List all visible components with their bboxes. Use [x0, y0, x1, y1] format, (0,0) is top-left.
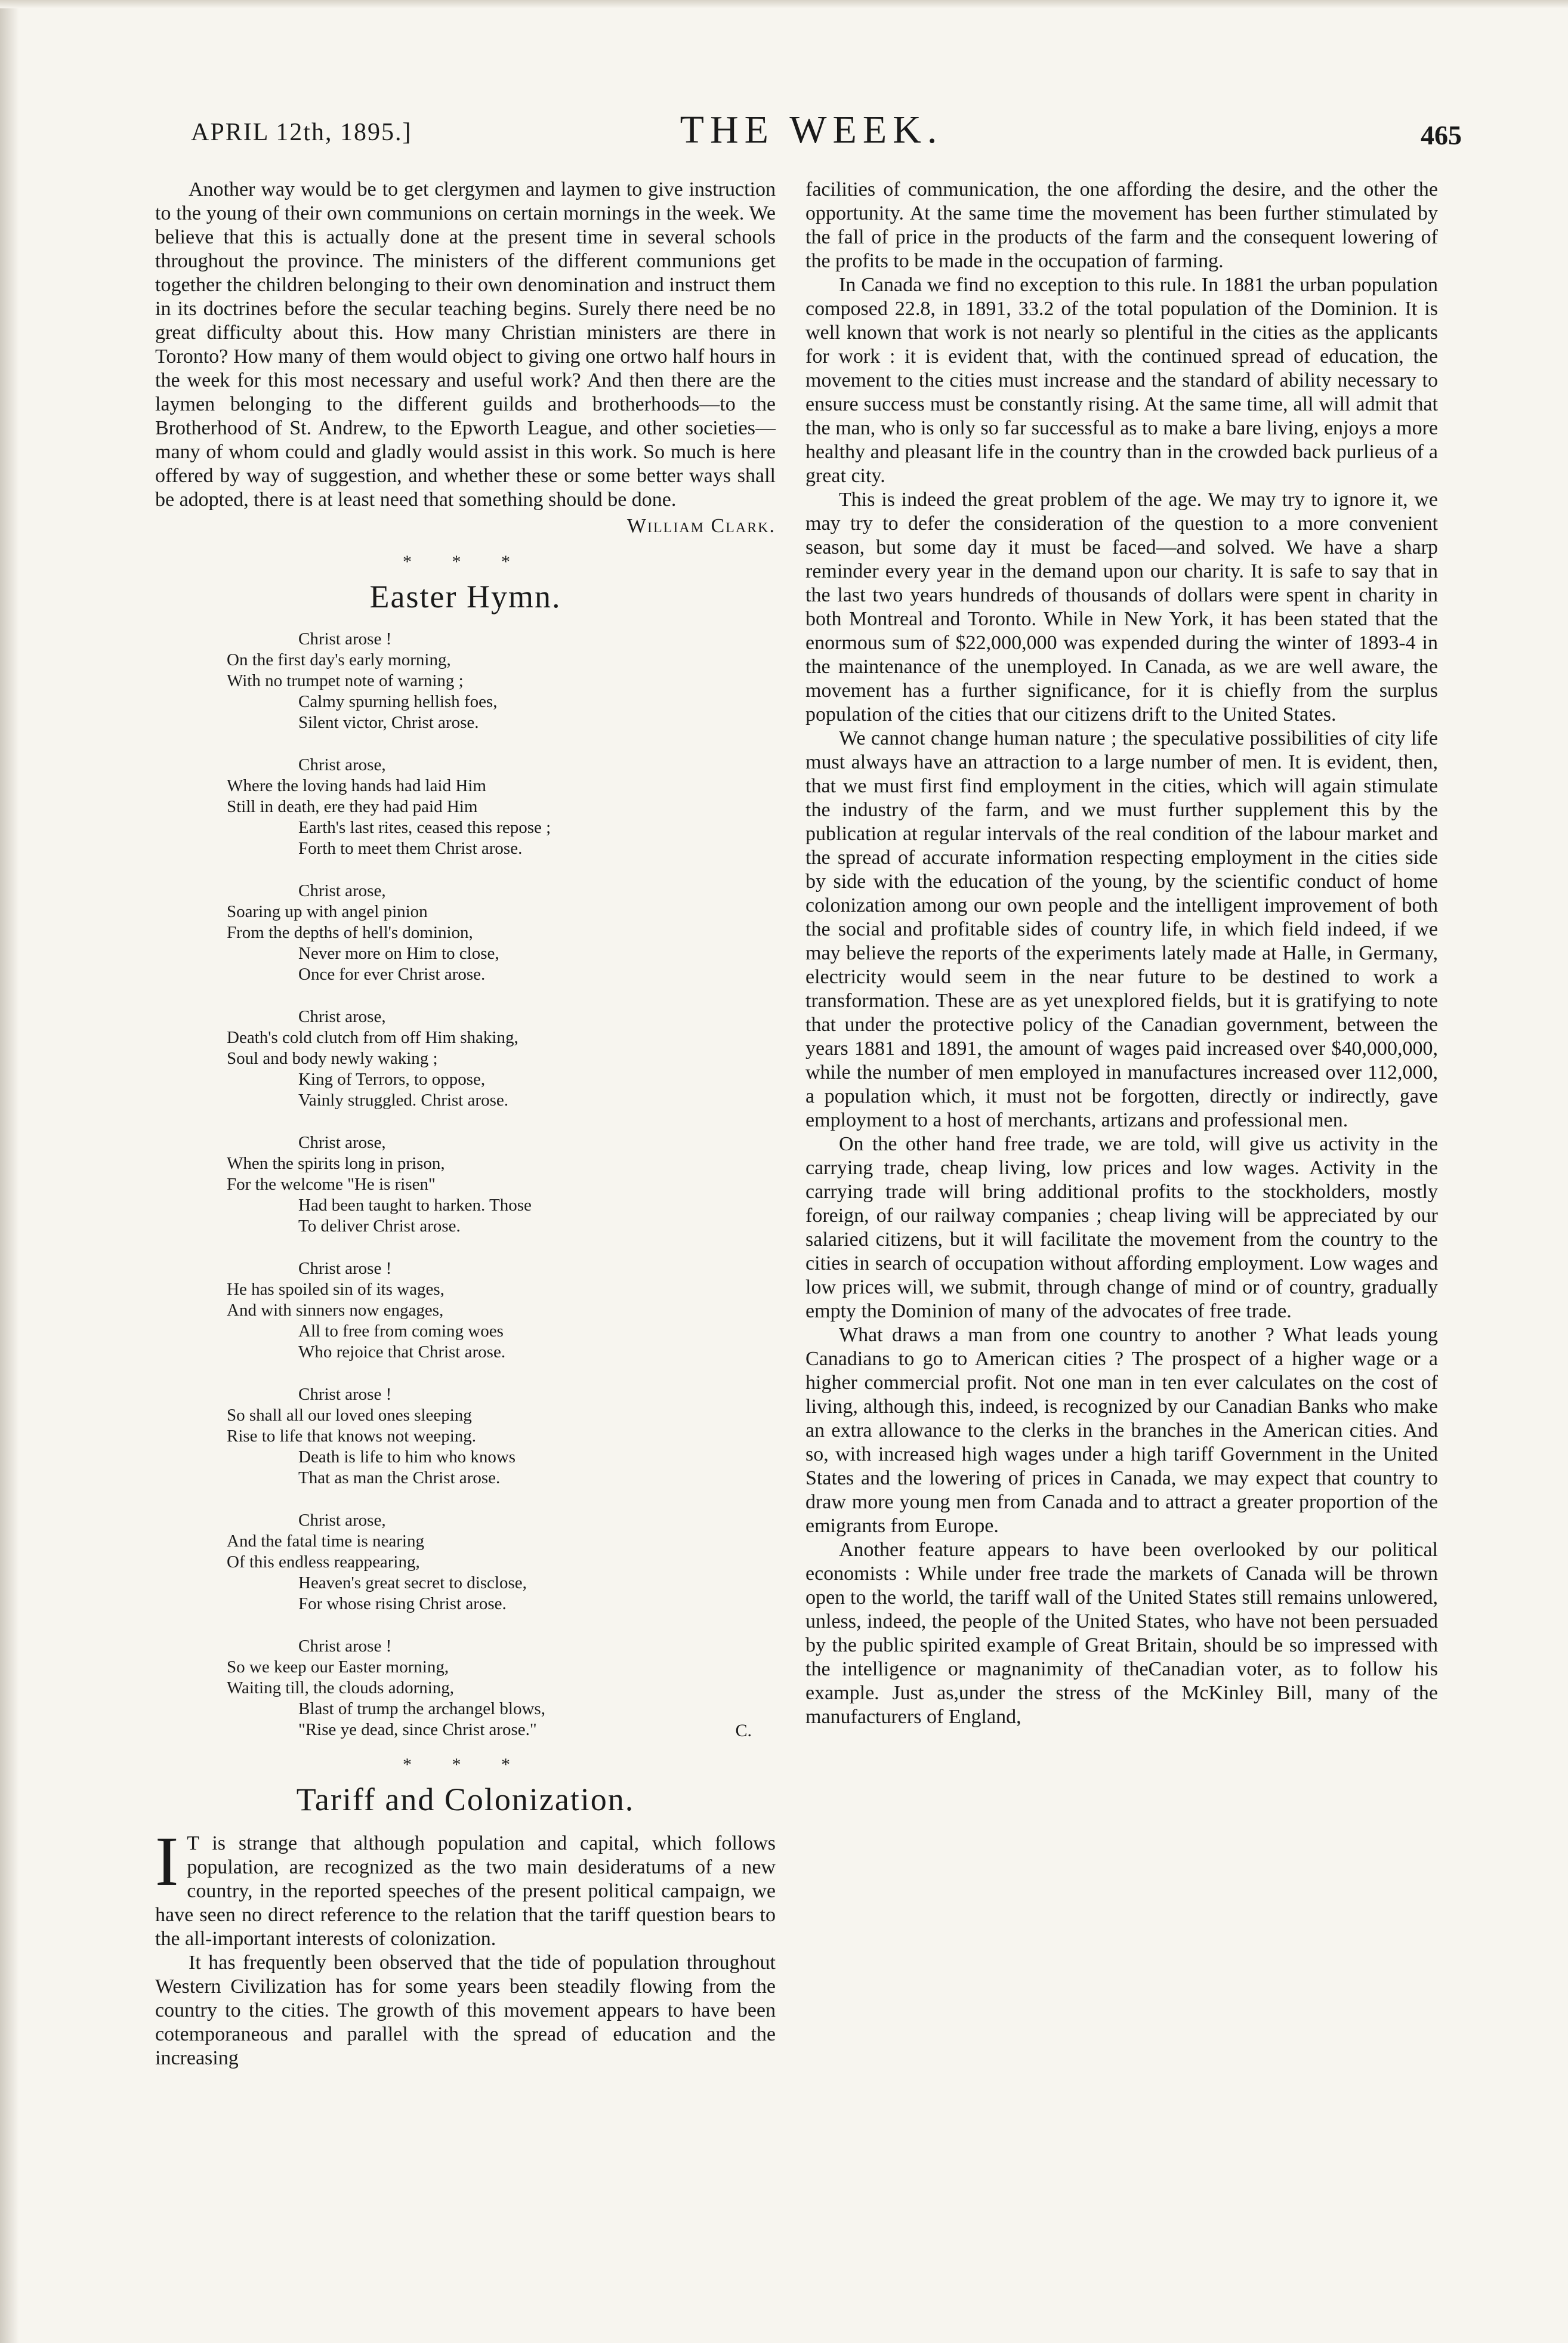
poem-line: When the spirits long in prison, [227, 1154, 445, 1173]
poem-line: With no trumpet note of warning ; [227, 671, 464, 690]
page-header [161, 107, 1462, 161]
poem-line: King of Terrors, to oppose, [298, 1070, 486, 1089]
poem-line: So we keep our Easter morning, [227, 1657, 449, 1677]
article-paragraph: facilities of communication, the one affording the desire, and the other the opportunity. At the same time the movement has been further stimulated by the fall of price in the products of the farm and the consequent lowering of the profits to be made in the occupation of farming. [805, 178, 1438, 272]
poem-line: On the first day's early morning, [227, 650, 451, 669]
article-paragraph [155, 1822, 776, 1951]
author-signature: William Clark. [626, 515, 776, 537]
article-paragraph: In Canada we find no exception to this rule. In 1881 the urban population composed 22.8, in 1891, 33.2 of the total population of the Dominion. It is well known that work is not nearly so plentiful in the cities as the applicants for work : it is evident that, with the continued spread of education, the movement to the cities must increase and the standard of ability necessary to ensure success must be constantly rising. At the same time, all will admit that the man, who is only so far successful as to make a bare living, enjoys a more healthy and pleasant life in the country than in the crowded back purlieus of a great city. [805, 274, 1438, 487]
poem-line: Had been taught to harken. Those [298, 1196, 532, 1215]
poem-line: For whose rising Christ arose. [298, 1594, 507, 1613]
poem-line: Where the loving hands had laid Him [227, 776, 486, 795]
poem-line: Rise to life that knows not weeping. [227, 1427, 477, 1446]
poem-title: Easter Hymn. [369, 579, 561, 615]
poem-line: Christ arose, [298, 755, 386, 774]
poem-line: Blast of trump the archangel blows, [298, 1699, 545, 1718]
poem-stanza [227, 1510, 776, 1615]
right-column [805, 178, 1438, 1729]
section-separator: * * * [403, 1755, 528, 1774]
poem-line: Christ arose, [298, 1007, 386, 1026]
poem-line: That as man the Christ arose. [298, 1468, 501, 1487]
article-paragraph: On the other hand free trade, we are told, will give us activity in the carrying trade, cheap living, low prices and low wages. Activity in the carrying trade will bring additional profits to the stockholders, mostly foreign, of our railway companies ; cheap living will be appreciated by our salaried citizens, but it will facilitate the movement from the country to the cities in search of occupation without affording employment. Low wages and low prices will, we submit, through change of mind or of country, gradually empty the Dominion of many of the advocates of free trade. [805, 1133, 1438, 1322]
poem-stanza [227, 1007, 776, 1111]
poem-line: Calmy spurning hellish foes, [298, 692, 498, 711]
poem-line: Christ arose, [298, 881, 386, 900]
poem-line: Once for ever Christ arose. [298, 965, 486, 984]
poem-line: And the fatal time is nearing [227, 1532, 424, 1551]
issue-date: APRIL 12th, 1895.] [191, 119, 412, 146]
poem-signature: C. [735, 1721, 752, 1740]
poem-line: Of this endless reappearing, [227, 1552, 420, 1572]
page-left-edge [0, 0, 19, 2343]
poem-line: Who rejoice that Christ arose. [298, 1342, 506, 1362]
page-top-edge [0, 0, 1568, 8]
article-paragraph: What draws a man from one country to another ? What leads young Canadians to go to American cities ? The prospect of a higher wage or a higher commercial profit. Not one man in ten ever calculates on the cost of living, although this, indeed, is recognized by our Canadian Banks who make an extra allowance to the clerks in the branches in the American cities. And so, with increased high wages under a high tariff Government in the United States and the lowering of prices in Canada, we may expect that country to draw more young men from Canada and to attract a greater proportion of the emigrants from Europe. [805, 1324, 1438, 1537]
poem-stanza [227, 1384, 776, 1489]
article-paragraph: This is indeed the great problem of the age. We may try to ignore it, we may try to defer the consideration of the question to a more convenient season, but some day it must be faced—and solved. We have a sharp reminder every year in the demand upon our charity. It is safe to say that in the last two years hundreds of thousands of dollars were spent in charity in both Montreal and Toronto. While in New York, it has been stated that the enormous sum of $22,000,000 was expended during the winter of 1893-4 in the maintenance of the unemployed. In Canada, as we are well aware, the movement has a further significance, for it is chiefly from the surplus population of the cities that our citizens drift to the United States. [805, 489, 1438, 726]
poem-line: Forth to meet them Christ arose. [298, 839, 523, 858]
paragraph-text: T is strange that although population and capital, which follows population, are recognized as the two main desideratums of a new country, in the reported speeches of the present political campaign, we have seen no direct reference to the relation that the tariff question bears to the all-important interests of colonization. [155, 1832, 776, 1950]
left-column [155, 178, 776, 2070]
poem-stanza [227, 1132, 776, 1237]
poem-line: Still in death, ere they had paid Him [227, 797, 478, 816]
article-paragraph: Another way would be to get clergymen and laymen to give instruction to the young of their own communions on certain mornings in the week. We believe that this is actually done at the present time in several schools throughout the province. The ministers of the different communions get together the children belonging to their own denomination and instruct them in its doctrines before the secular teaching begins. Surely there need be no great difficulty about this. How many Christian ministers are there in Toronto? How many of them would object to giving one ortwo half hours in the week for this most necessary and useful work? And then there are the laymen belonging to the different guilds and brotherhoods—to the Brotherhood of St. Andrew, to the Epworth League, and other societies—many of whom could and gladly would assist in this work. So much is here offered by way of suggestion, and whether these or some better ways shall be adopted, there is at least need that something should be done. [155, 178, 776, 511]
article-title: Tariff and Colonization. [296, 1782, 635, 1817]
poem-stanza [227, 881, 776, 985]
poem-line: Earth's last rites, ceased this repose ; [298, 818, 551, 837]
poem-line: From the depths of hell's dominion, [227, 923, 473, 942]
poem-line: Never more on Him to close, [298, 944, 499, 963]
poem-line: Soaring up with angel pinion [227, 902, 428, 921]
poem-line: "Rise ye dead, since Christ arose." [298, 1720, 537, 1739]
poem-line: Christ arose ! [298, 1637, 392, 1656]
poem-line: Death is life to him who knows [298, 1447, 516, 1467]
journal-title: THE WEEK. [680, 108, 943, 152]
poem-stanza [227, 1258, 776, 1363]
article-paragraph: It has frequently been observed that the tide of population throughout Western Civilization has for some years been steadily flowing from the country to the cities. The growth of this movement appears to have been cotemporaneous and parallel with the spread of education and the increasing [155, 1952, 776, 2069]
poem-stanza [227, 629, 776, 733]
section-separator: * * * [403, 552, 528, 572]
article-paragraph: We cannot change human nature ; the speculative possibilities of city life must always have an attraction to a large number of men. It is evident, then, that we must first find employment in the cities, which will again stimulate the industry of the farm, and we must further supplement this by the publication at regular intervals of the real condition of the labour market and the spread of accurate information respecting employment in the cities side by side with the education of the young, by the scientific conduct of home colonization among our own people and the intelligent improvement of both the social and profitable sides of country life, in which field indeed, if we may believe the reports of the experiments lately made at Halle, in Germany, electricity would seem in the near future to be destined to work a transformation. These are as yet unexplored fields, but it is gratifying to note that under the protective policy of the Canadian government, between the years 1881 and 1891, the amount of wages paid increased over $40,000,000, while the number of men employed in manufactures increased over 112,000, a population which, it must not be forgotten, directly or indirectly, gave employment to a host of merchants, artizans and professional men. [805, 727, 1438, 1131]
poem-line: To deliver Christ arose. [298, 1217, 461, 1236]
poem-line: Vainly struggled. Christ arose. [298, 1091, 508, 1110]
drop-cap: I [155, 1822, 179, 1900]
poem-line: For the welcome "He is risen" [227, 1175, 436, 1194]
poem-line: Christ arose ! [298, 629, 392, 649]
article-paragraph: Another feature appears to have been overlooked by our political economists : While under free trade the markets of Canada will be thrown open to the world, the tariff wall of the United States still remains unlowered, unless, indeed, the people of the United States, who have not been persuaded by the public spirited example of Great Britain, should be so impressed with the intelligence or magnanimity of theCanadian voter, as to follow his example. Just as,under the stress of the McKinley Bill, many of the manufacturers of England, [805, 1539, 1438, 1728]
poem [227, 629, 776, 1741]
poem-line: So shall all our loved ones sleeping [227, 1406, 472, 1425]
poem-line: Christ arose, [298, 1133, 386, 1152]
poem-line: Silent victor, Christ arose. [298, 713, 479, 732]
poem-line: Death's cold clutch from off Him shaking, [227, 1028, 518, 1047]
poem-line: Waiting till, the clouds adorning, [227, 1678, 455, 1697]
poem-line: All to free from coming woes [298, 1322, 504, 1341]
poem-stanza [227, 755, 776, 859]
poem-line: He has spoiled sin of its wages, [227, 1280, 445, 1299]
page-number: 465 [1421, 120, 1462, 150]
poem-line: Christ arose ! [298, 1385, 392, 1404]
poem-line: Christ arose, [298, 1511, 386, 1530]
poem-line: Christ arose ! [298, 1259, 392, 1278]
poem-line: Soul and body newly waking ; [227, 1049, 438, 1068]
poem-line: And with sinners now engages, [227, 1301, 444, 1320]
poem-line: Heaven's great secret to disclose, [298, 1573, 527, 1592]
